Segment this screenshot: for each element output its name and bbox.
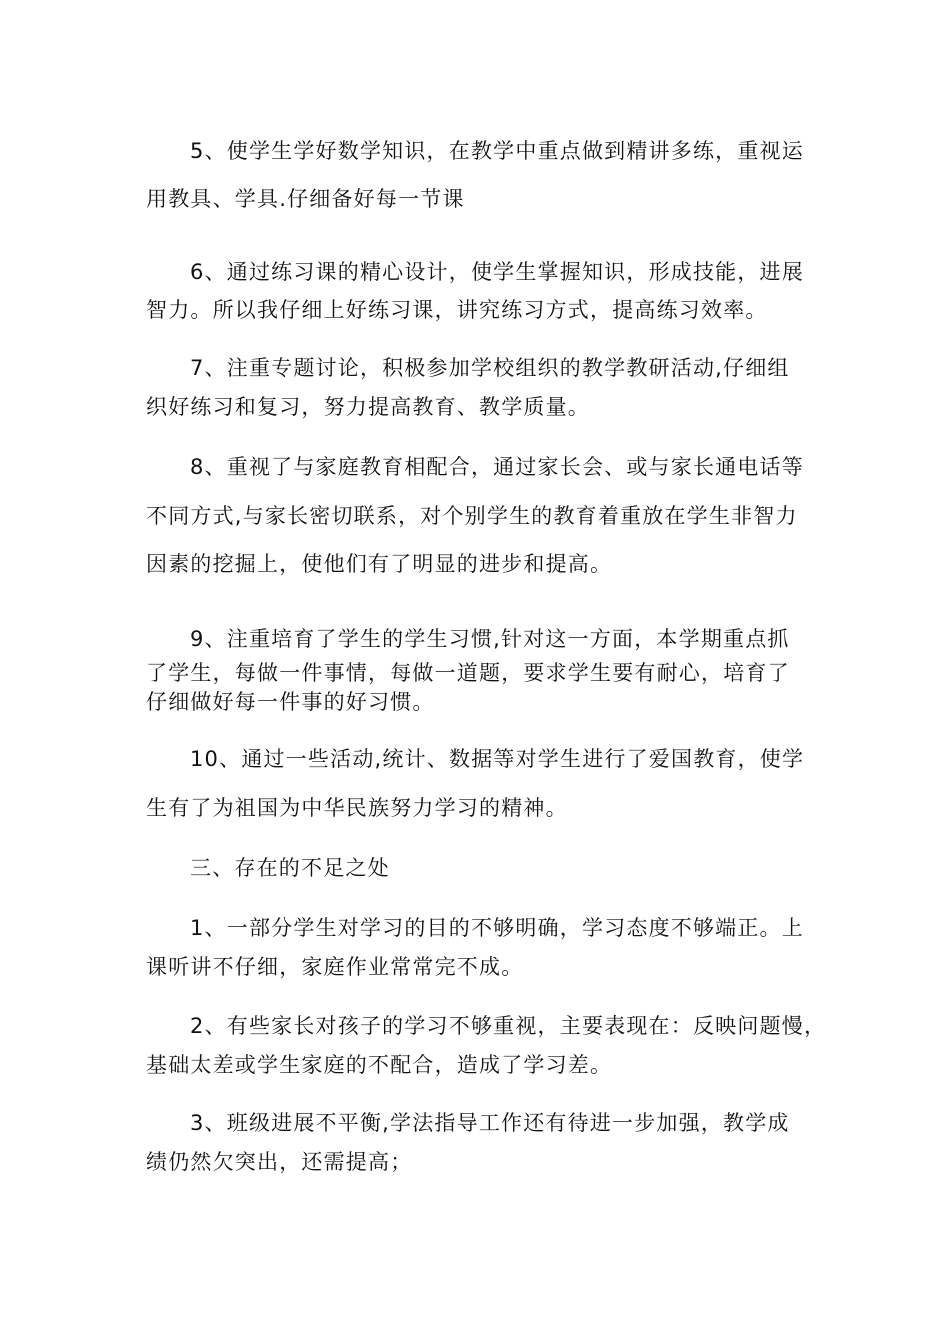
section-heading: 三、存在的不足之处: [190, 856, 390, 880]
paragraph-9-line-1: 9、注重培育了学生的学生习惯,针对这一方面，本学期重点抓: [190, 627, 790, 651]
issue-1-line-2: 课听讲不仔细，家庭作业常常完不成。: [146, 955, 524, 979]
paragraph-7-line-2: 织好练习和复习，努力提高教育、教学质量。: [146, 395, 590, 419]
issue-2-line-1: 2、有些家长对孩子的学习不够重视，主要表现在：反映问题慢，: [190, 1014, 827, 1038]
issue-3-line-1: 3、班级进展不平衡,学法指导工作还有待进一步加强，教学成: [190, 1111, 790, 1135]
paragraph-9-line-3: 仔细做好每一件事的好习惯。: [146, 690, 435, 714]
paragraph-8-line-2: 不同方式,与家长密切联系，对个别学生的教育着重放在学生非智力: [146, 504, 798, 528]
paragraph-9-line-2: 了学生，每做一件事情，每做一道题，要求学生要有耐心，培育了: [146, 661, 790, 685]
paragraph-8-line-3: 因素的挖掘上，使他们有了明显的进步和提高。: [146, 552, 613, 576]
issue-1-line-1: 1、一部分学生对学习的目的不够明确，学习态度不够端正。上: [190, 916, 804, 940]
paragraph-6-line-2: 智力。所以我仔细上好练习课，讲究练习方式，提高练习效率。: [146, 298, 768, 322]
paragraph-7-line-1: 7、注重专题讨论，积极参加学校组织的教学教研活动,仔细组: [190, 356, 790, 380]
paragraph-6-line-1: 6、通过练习课的精心设计，使学生掌握知识，形成技能，进展: [190, 260, 804, 284]
paragraph-8-line-1: 8、重视了与家庭教育相配合，通过家长会、或与家长通电话等: [190, 455, 804, 479]
issue-2-line-2: 基础太差或学生家庭的不配合，造成了学习差。: [146, 1053, 613, 1077]
paragraph-5-line-1: 5、使学生学好数学知识，在教学中重点做到精讲多练，重视运: [190, 139, 804, 163]
paragraph-5-line-2: 用教具、学具.仔细备好每一节课: [146, 187, 465, 211]
paragraph-10-line-2: 生有了为祖国为中华民族努力学习的精神。: [146, 796, 568, 820]
paragraph-10-line-1: 10、通过一些活动,统计、数据等对学生进行了爱国教育，使学: [190, 747, 805, 771]
issue-3-line-2: 绩仍然欠突出，还需提高；: [146, 1150, 413, 1174]
